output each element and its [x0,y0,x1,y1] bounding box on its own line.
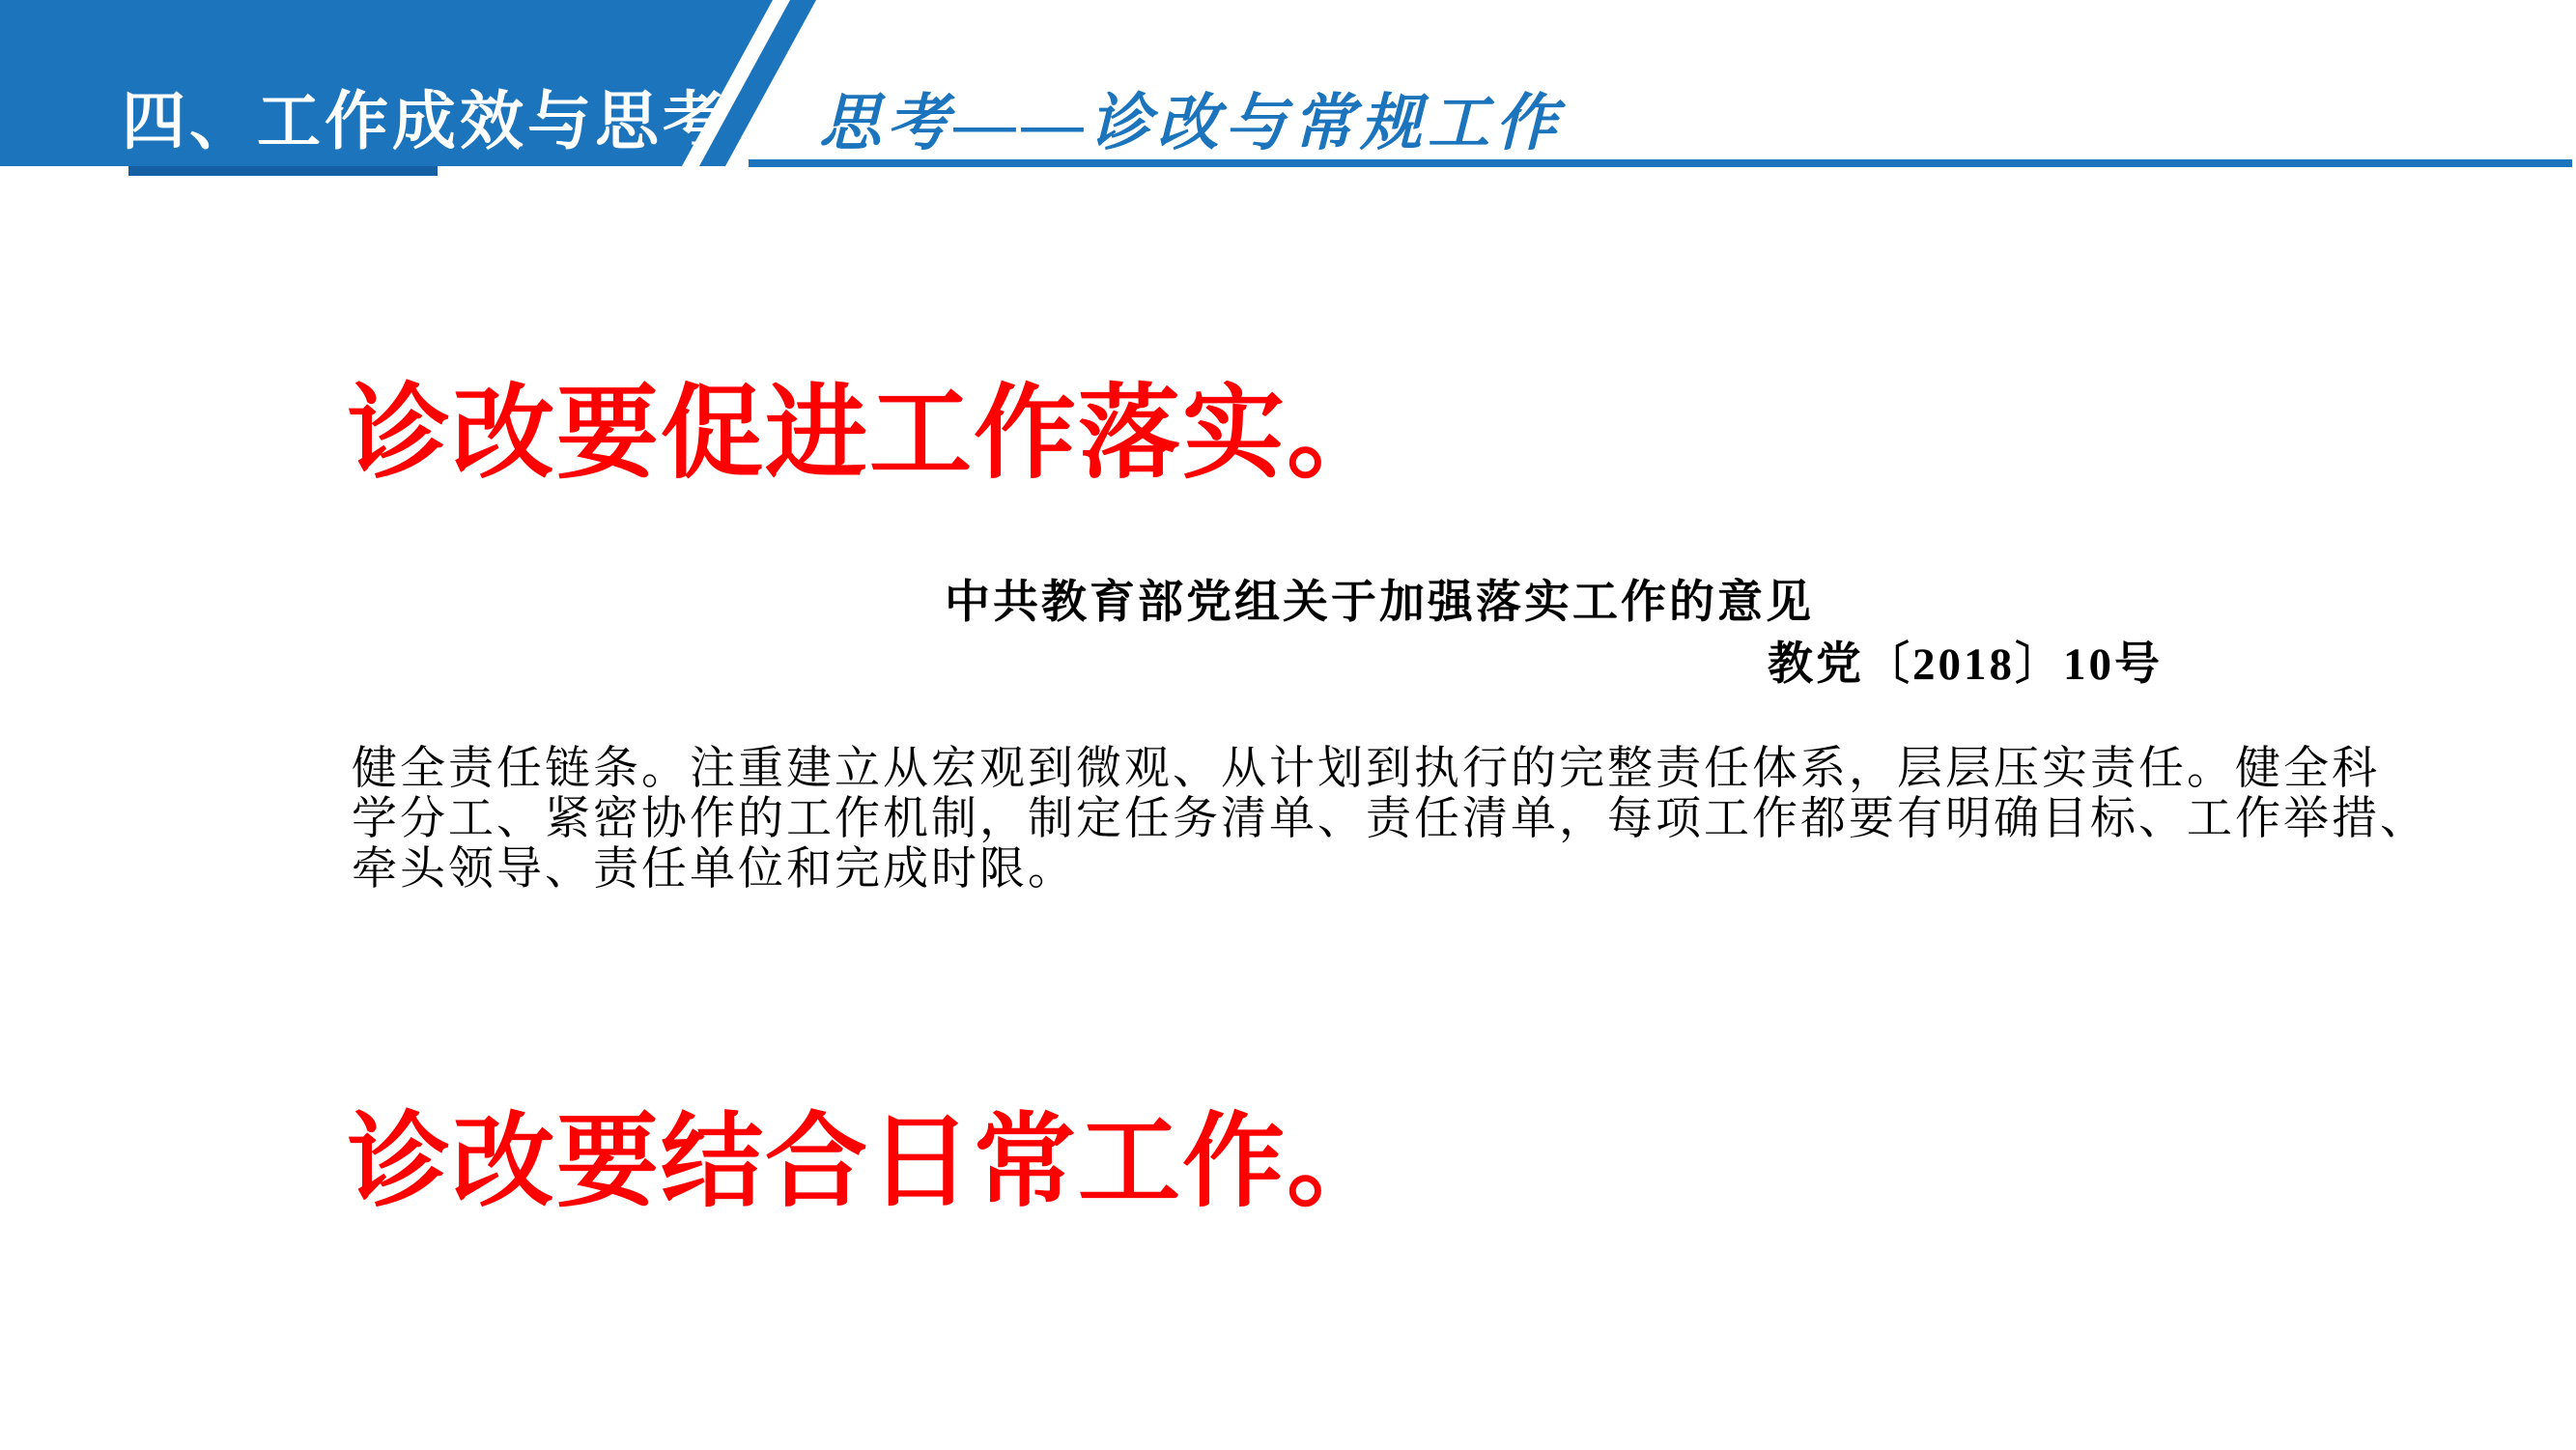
banner-shadow-bar [128,166,438,176]
red-heading-primary: 诊改要促进工作落实。 [348,377,1391,491]
slide-subtitle-script: 思考——诊改与常规工作 [819,89,1563,157]
red-heading-secondary: 诊改要结合日常工作。 [348,1105,1391,1219]
paragraph-line: 牵头领导、责任单位和完成时限。 [352,844,1076,895]
doc-paragraph [352,744,2438,895]
section-banner-title: 四、工作成效与思考 [122,85,730,156]
paragraph-line: 健全责任链条。注重建立从宏观到微观、从计划到执行的完整责任体系，层层压实责任。健全科 [352,744,2380,794]
paragraph-line: 学分工、紧密协作的工作机制，制定任务清单、责任清单，每项工作都要有明确目标、工作举措、 [352,794,2428,844]
doc-number-line: 教党〔2018〕10号 [1768,640,2163,690]
header-underline [749,159,2572,167]
doc-title-line1: 中共教育部党组关于加强落实工作的意见 [945,578,1814,628]
